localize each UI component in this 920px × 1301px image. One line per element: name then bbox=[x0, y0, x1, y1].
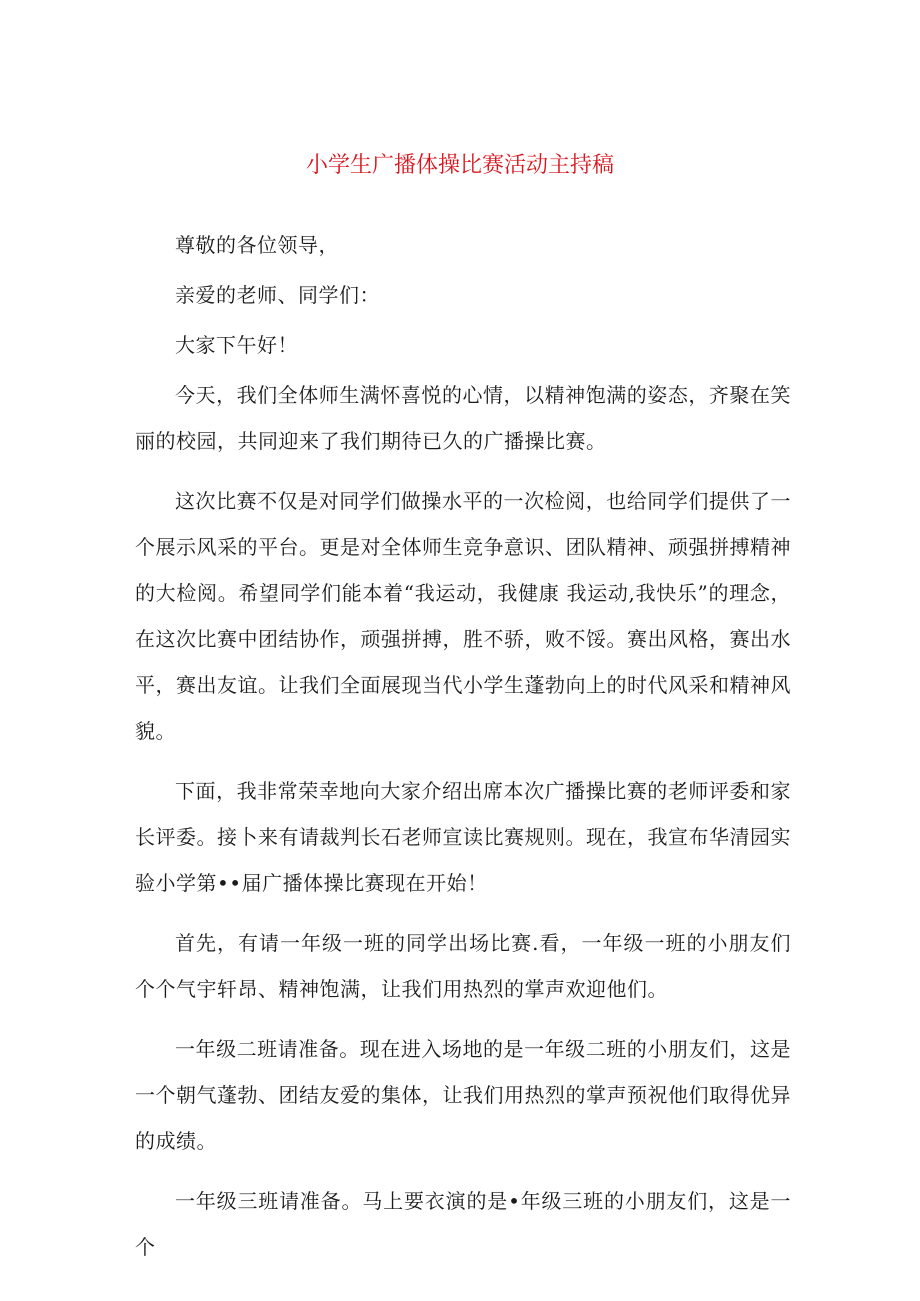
paragraph-opening: 今天，我们全体师生满怀喜悦的心情，以精神饱满的姿态，齐聚在笑丽的校园，共同迎来了我们期待已久的广播操比赛。 bbox=[135, 383, 791, 453]
paragraph-class-1-3: 一年级三班请准备。马上要衣演的是•年级三班的小朋友们，这是一个 bbox=[135, 1189, 791, 1259]
paragraph-class-1-1: 首先，有请一年级一班的同学出场比赛.看，一年级一班的小朋友们个个气宇轩昂、精神饱满，让我们用热烈的掌声欢迎他们。 bbox=[135, 931, 791, 1001]
paragraph-purpose: 这次比赛不仅是对同学们做操水平的一次检阅，也给同学们提供了一个展示风采的平台。更是对全体师生竞争意识、团队精神、顽强拼搏精神的大检阅。希望同学们能本着“我运动，我健康 我运动,我快乐”的理念，在这次比赛中团结协作，顽强拼搏，胜不骄，败不馁。赛出风格，赛出水平，赛出友谊。让我们全面展现当代小学生蓬勃向上的时代风采和精神风貌。 bbox=[135, 489, 791, 743]
paragraph-class-1-2: 一年级二班请准备。现在进入场地的是一年级二班的小朋友们，这是一个朝气蓬勃、团结友爱的集体，让我们用热烈的掌声预祝他们取得优异的成绩。 bbox=[135, 1037, 791, 1153]
greeting-leaders: 尊敬的各位领导， bbox=[175, 233, 339, 257]
greeting-afternoon: 大家下午好！ bbox=[175, 333, 298, 357]
greeting-teachers-students: 亲爱的老师、同学们： bbox=[175, 283, 380, 307]
document-title: 小学生广播体操比赛活动主持稿 bbox=[305, 153, 614, 178]
paragraph-judges: 下面，我非常荣幸地向大家介绍出席本次广播操比赛的老师评委和家长评委。接卜来有请裁判长石老师宣读比赛规则。现在，我宣布华清园实验小学第••届广播体操比赛现在开始！ bbox=[135, 779, 791, 895]
document-body bbox=[135, 222, 791, 1284]
